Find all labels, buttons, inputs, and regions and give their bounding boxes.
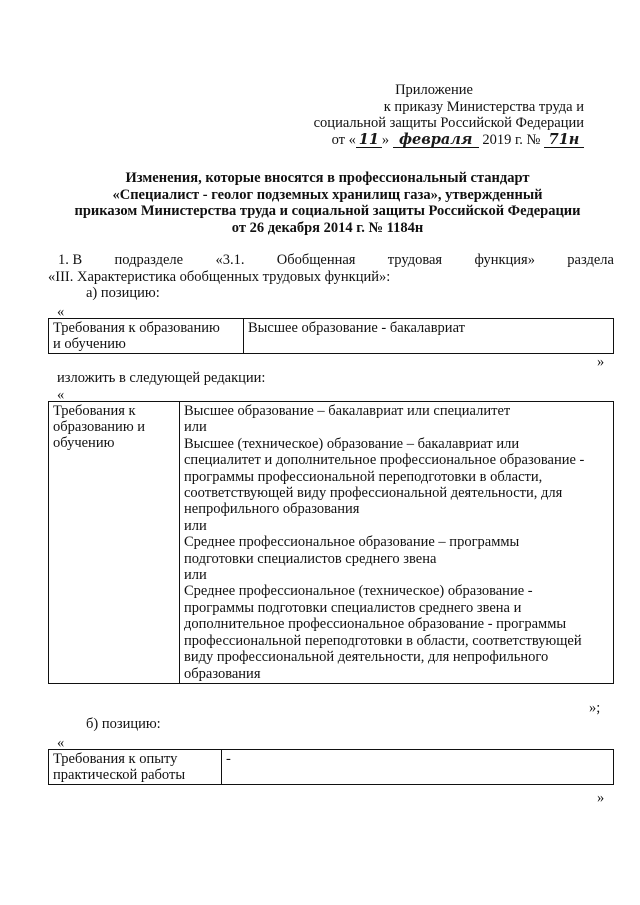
table-c-label-cell [49, 750, 222, 785]
table-a-old-position [48, 318, 614, 354]
value-line: виду профессиональной деятельности, для непрофильного [184, 649, 549, 666]
value-line: специалитет и дополнительное профессиональное образование - [184, 452, 585, 469]
value-line: образования [184, 665, 261, 682]
open-quote: « [57, 304, 65, 320]
table-c-position [48, 749, 614, 785]
value-line: программы подготовки специалистов среднего звена и [184, 599, 522, 616]
value-line: Высшее (техническое) образование – бакалавриат или [184, 435, 520, 452]
appendix-header [284, 82, 584, 148]
label-line: обучению [53, 435, 115, 451]
value-line: программы профессиональной переподготовки в области, [184, 468, 543, 485]
table-b-label-cell [49, 402, 180, 684]
table-c-value-cell: - [222, 750, 614, 785]
value-line: или [184, 517, 207, 534]
order-mid: » [381, 131, 390, 148]
title-line: приказом Министерства труда и социальной защиты Российской Федерации [74, 203, 581, 219]
value-line: или [184, 567, 207, 584]
word: «3.1. [215, 252, 245, 268]
word: функция» [474, 252, 535, 268]
order-day: 11 [356, 133, 382, 148]
value-line: соответствующей виду профессиональной деятельности, для [184, 485, 563, 502]
value-line: Высшее образование – бакалавриат или специалитет [184, 403, 511, 419]
open-quote: « [57, 387, 65, 403]
table-a-label-cell [49, 319, 244, 354]
order-year: 2019 г. № [482, 131, 541, 148]
document-title [40, 170, 615, 236]
item-b-label: б) позицию: [86, 716, 161, 732]
word: трудовая [387, 252, 443, 268]
replace-instruction: изложить в следующей редакции: [57, 370, 266, 386]
label-line: Требования к [53, 403, 136, 419]
appendix-ministry: социальной защиты Российской Федерации [313, 115, 584, 131]
value-line: Среднее профессиональное (техническое) образование - [184, 583, 533, 600]
title-line: от 26 декабря 2014 г. № 1184н [231, 219, 424, 236]
table-row [49, 402, 614, 684]
value-line: или [184, 419, 207, 436]
order-date-line [284, 132, 584, 149]
word: Обобщенная [276, 252, 356, 268]
close-quote: » [597, 354, 605, 370]
word: раздела [567, 252, 614, 268]
close-quote-semicolon: »; [589, 700, 601, 716]
label-line: и обучению [53, 336, 126, 352]
paragraph-1-line-1 [58, 252, 614, 269]
paragraph-1-line-2: «III. Характеристика обобщенных трудовых функций»: [48, 269, 391, 285]
appendix-order-ref: к приказу Министерства труда и [383, 98, 584, 115]
table-a-value-cell: Высшее образование - бакалавриат [244, 319, 614, 354]
appendix-title: Приложение [395, 82, 473, 98]
value-line: подготовки специалистов среднего звена [184, 550, 437, 567]
open-quote: « [57, 735, 65, 751]
label-line: практической работы [53, 767, 186, 783]
table-b-value-cell [180, 402, 614, 684]
table-row [49, 750, 614, 785]
label-line: образованию и [53, 419, 146, 435]
item-a-label: а) позицию: [86, 285, 160, 301]
word: подразделе [114, 252, 184, 268]
close-quote: » [597, 790, 605, 806]
word: 1. В [58, 252, 83, 268]
label-line: Требования к образованию [53, 320, 220, 336]
order-prefix: от « [331, 131, 356, 148]
value-line: Среднее профессиональное образование – программы [184, 534, 520, 551]
title-line: «Специалист - геолог подземных хранилищ газа», утвержденный [112, 186, 543, 203]
order-month: февраля [393, 133, 479, 148]
title-line: Изменения, которые вносятся в профессиональный стандарт [125, 170, 530, 186]
paragraph-1 [48, 252, 614, 286]
table-b-new-position [48, 401, 614, 684]
table-row [49, 319, 614, 354]
order-number: 71н [544, 133, 584, 148]
value-line: профессиональной переподготовки в области, соответствующей [184, 632, 582, 649]
value-line: дополнительное профессиональное образование - программы [184, 616, 567, 633]
label-line: Требования к опыту [53, 751, 178, 767]
value-line: непрофильного образования [184, 501, 360, 518]
